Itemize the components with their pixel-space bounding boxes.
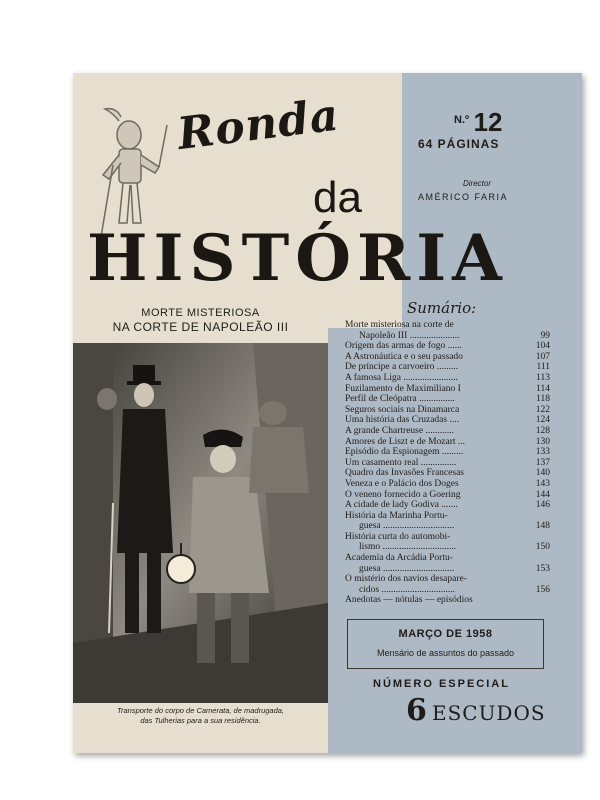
toc-entry-page: 104 [535,341,550,352]
toc-entry-page: 128 [535,425,550,436]
masthead-title-ronda: Ronda [174,89,342,160]
toc-entry [345,426,550,437]
toc-entry [345,490,550,501]
toc-entry-page: 111 [536,362,550,373]
toc-entry-title: guesa .............................. [359,563,455,574]
toc-entry-title: Origem das armas de fogo ...... [345,341,462,352]
toc-entry-page: 146 [535,500,550,511]
issue-number-prefix: N.º [454,114,470,126]
director-name: AMÉRICO FARIA [418,192,509,202]
toc-entry [345,564,550,575]
toc-entry [345,405,550,416]
toc-entry-title: O mistério dos navios desapare- [345,574,467,585]
feature-title-line2: NA CORTE DE NAPOLEÃO III [112,320,289,334]
masthead-title-da: da [313,173,362,222]
toc-entry-page [546,532,550,543]
caption-line2: das Tulherias para a sua residência. [140,716,261,725]
toc-entry-page: 143 [535,478,550,489]
toc-entry-title: Morte misteriosa na corte de [345,320,454,330]
toc-entry-page: 137 [535,457,550,468]
issue-date: MARÇO DE 1958 [398,628,493,640]
toc-entry-page: 140 [535,468,550,479]
toc-entry-page [546,320,550,331]
toc-entry-page [546,574,550,585]
toc-entry-page: 124 [535,415,550,426]
date-box [347,619,544,669]
table-of-contents [345,320,550,606]
price-number: 6 [406,693,427,728]
toc-entry [345,437,550,448]
feature-panel [73,298,328,753]
toc-entry [345,511,550,522]
feature-title-line1: MORTE MISTERIOSA [141,307,260,319]
toc-entry-title: Uma história das Cruzadas .... [345,415,459,426]
toc-entry-title: Fuzilamento de Maximiliano I [345,383,461,394]
special-issue-label: NÚMERO ESPECIAL [373,678,510,690]
toc-entry-page: 150 [535,542,550,553]
toc-entry [345,373,550,384]
masthead-title-historia: HISTÓRIA [87,221,508,296]
toc-entry-page: 130 [535,436,550,447]
toc-entry [345,331,550,342]
toc-entry [345,352,550,363]
issue-number-value: 12 [473,107,503,137]
toc-entry [345,384,550,395]
toc-entry-page [546,511,550,522]
caption-line1: Transporte do corpo de Camerata, de madrugada, [116,706,285,715]
toc-entry-title: A cidade de lady Godiva ....... [345,500,458,511]
toc-entry [345,362,550,373]
toc-entry-page [546,553,550,564]
magazine-cover [73,73,582,753]
price-currency: ESCUDOS [431,701,546,725]
toc-entry [345,447,550,458]
toc-entry [345,532,550,543]
toc-entry-page: 114 [536,383,550,394]
toc-entry-title: Anedotas — nótulas — episódios [345,595,473,606]
toc-entry-title: Academia da Arcádia Portu- [345,553,453,564]
toc-entry-title: A grande Chartreuse ............ [345,425,454,436]
toc-entry-page: 156 [535,584,550,595]
toc-entry-title: Amores de Liszt e de Mozart ... [345,436,466,447]
toc-entry [345,394,550,405]
toc-entry-page: 122 [535,404,550,415]
director-label: Director [463,179,492,188]
toc-entry-page [546,595,550,606]
toc-entry [345,468,550,479]
toc-entry [345,320,550,331]
issue-number [454,107,502,138]
page-count: 64 PÁGINAS [418,137,500,151]
toc-entry-title: Quadro das Invasões Francesas [345,468,464,479]
toc-entry [345,542,550,553]
toc-entry [345,341,550,352]
feature-title [73,306,328,334]
toc-entry-page: 113 [536,372,550,383]
toc-entry-title: Um casamento real ............... [345,457,457,468]
toc-entry [345,553,550,564]
toc-entry-title: Napoleão III ..................... [359,330,460,341]
toc-entry-title: A Astronáutica e o seu passado [345,351,463,362]
magazine-tagline: Mensário de assuntos do passado [376,648,515,658]
illustration-caption [73,706,328,726]
toc-entry-page: 99 [540,330,550,341]
toc-entry-title: Episódio da Espionagem ......... [345,447,464,458]
toc-entry-title: Veneza e o Palácio dos Doges [345,478,459,489]
toc-entry-title: lismo ............................... [359,542,457,553]
toc-entry [345,458,550,469]
toc-entry [345,574,550,585]
toc-entry-title: guesa .............................. [359,521,455,532]
toc-entry-page: 153 [535,563,550,574]
toc-entry [345,521,550,532]
toc-entry-title: Perfil de Cleópatra ............... [345,394,455,405]
toc-entry-title: História da Marinha Portu- [345,510,448,521]
toc-entry [345,585,550,596]
toc-entry-page: 118 [536,394,550,405]
toc-entry-title: O veneno fornecido a Goering [345,489,461,500]
toc-entry-title: cidos ............................... [359,584,456,595]
toc-entry [345,479,550,490]
toc-entry [345,595,550,606]
toc-entry-page: 107 [535,351,550,362]
toc-entry-page: 144 [535,489,550,500]
price [406,693,546,728]
toc-entry-title: História curta do automobi- [345,531,451,542]
toc-entry-title: A famosa Liga ....................... [345,372,458,383]
summary-title: Sumário: [407,299,477,317]
toc-entry-page: 148 [535,521,550,532]
toc-entry [345,415,550,426]
toc-entry-title: Seguros sociais na Dinamarca [345,404,460,415]
feature-illustration [73,343,328,703]
toc-entry-title: De príncipe a carvoeiro ......... [345,362,459,373]
toc-entry [345,500,550,511]
toc-entry-page: 133 [535,447,550,458]
